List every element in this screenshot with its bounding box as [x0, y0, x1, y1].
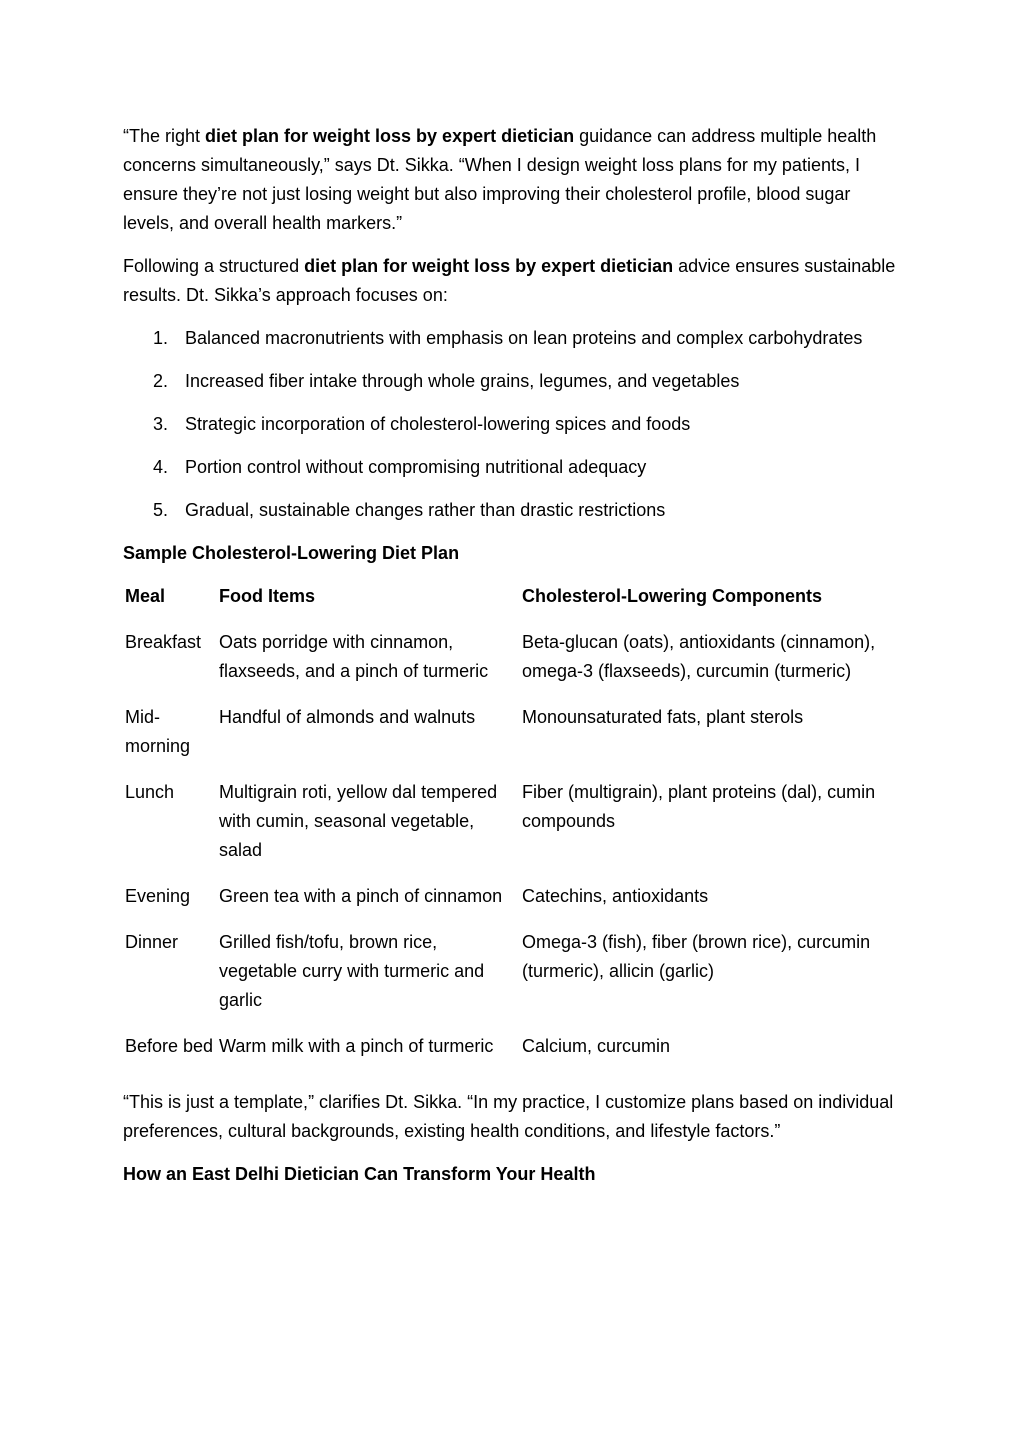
list-item-text: Increased fiber intake through whole grains, legumes, and vegetables: [185, 371, 740, 391]
components-cell: Monounsaturated fats, plant sterols: [522, 707, 804, 727]
template-quote-paragraph: “This is just a template,” clarifies Dt. Sikka. “In my practice, I customize plans based on individual preferences, cultural backgrounds, existing health conditions, and lifestyle factors.”: [123, 1092, 894, 1141]
components-cell: Catechins, antioxidants: [522, 886, 709, 906]
list-item-text: Balanced macronutrients with emphasis on lean proteins and complex carbohydrates: [185, 328, 863, 348]
food-items-cell: Oats porridge with cinnamon, flaxseeds, and a pinch of turmeric: [219, 632, 489, 681]
food-items-cell: Green tea with a pinch of cinnamon: [219, 886, 503, 906]
list-item-text: Strategic incorporation of cholesterol-lowering spices and foods: [185, 414, 691, 434]
list-item-text: Gradual, sustainable changes rather than drastic restrictions: [185, 500, 666, 520]
components-cell: Beta-glucan (oats), antioxidants (cinnamon), omega-3 (flaxseeds), curcumin (turmeric): [522, 632, 876, 681]
keyword-bold: diet plan for weight loss by expert dietician: [205, 126, 575, 146]
paragraph-text: “The right: [123, 126, 206, 146]
list-number: 5.: [153, 500, 169, 520]
table-row: [123, 928, 903, 1032]
document-page: [123, 122, 903, 1203]
food-items-cell: Handful of almonds and walnuts: [219, 707, 476, 727]
paragraph-text: guidance can address multiple health concerns simultaneously,” says Dt. Sikka. “When I design weight loss plans for my patients, I ensure they’re not just losing weight but also improving their cholesterol profile, blood sugar levels, and overall health markers.”: [123, 126, 877, 233]
food-items-cell: Grilled fish/tofu, brown rice, vegetable curry with turmeric and garlic: [219, 932, 485, 1010]
intro-quote-paragraph: [123, 122, 903, 238]
list-item: [123, 367, 903, 396]
list-number: 2.: [153, 371, 169, 391]
components-cell: Fiber (multigrain), plant proteins (dal), cumin compounds: [522, 782, 876, 831]
list-number: 3.: [153, 414, 169, 434]
column-header-food-items: Food Items: [219, 586, 316, 606]
approach-list: [123, 324, 903, 525]
table-row: [123, 882, 903, 928]
list-item: [123, 453, 903, 482]
meal-cell: Mid-morning: [125, 707, 191, 756]
table-row: [123, 628, 903, 703]
approach-paragraph: [123, 252, 903, 310]
meal-cell: Evening: [125, 886, 191, 906]
table-header-row: [123, 582, 903, 628]
components-cell: Omega-3 (fish), fiber (brown rice), curcumin (turmeric), allicin (garlic): [522, 932, 871, 981]
list-item: [123, 410, 903, 439]
list-item: [123, 324, 903, 353]
paragraph-text: Following a structured: [123, 256, 305, 276]
food-items-cell: Warm milk with a pinch of turmeric: [219, 1036, 494, 1056]
meal-cell: Dinner: [125, 932, 179, 952]
list-number: 1.: [153, 328, 169, 348]
keyword-bold: diet plan for weight loss by expert dietician: [304, 256, 674, 276]
food-items-cell: Multigrain roti, yellow dal tempered with cumin, seasonal vegetable, salad: [219, 782, 498, 860]
table-row: [123, 778, 903, 882]
meal-cell: Lunch: [125, 782, 175, 802]
diet-plan-table: [123, 582, 903, 1078]
meal-cell: Before bed: [125, 1036, 214, 1056]
section-heading: How an East Delhi Dietician Can Transform Your Health: [123, 1164, 596, 1184]
paragraph-text: advice ensures sustainable results. Dt. Sikka’s approach focuses on:: [123, 256, 896, 305]
column-header-components: Cholesterol-Lowering Components: [522, 586, 823, 606]
table-row: [123, 1032, 903, 1078]
column-header-meal: Meal: [125, 586, 166, 606]
list-item-text: Portion control without compromising nutritional adequacy: [185, 457, 647, 477]
table-heading: Sample Cholesterol-Lowering Diet Plan: [123, 543, 460, 563]
table-row: [123, 703, 903, 778]
list-item: [123, 496, 903, 525]
components-cell: Calcium, curcumin: [522, 1036, 671, 1056]
list-number: 4.: [153, 457, 169, 477]
meal-cell: Breakfast: [125, 632, 202, 652]
